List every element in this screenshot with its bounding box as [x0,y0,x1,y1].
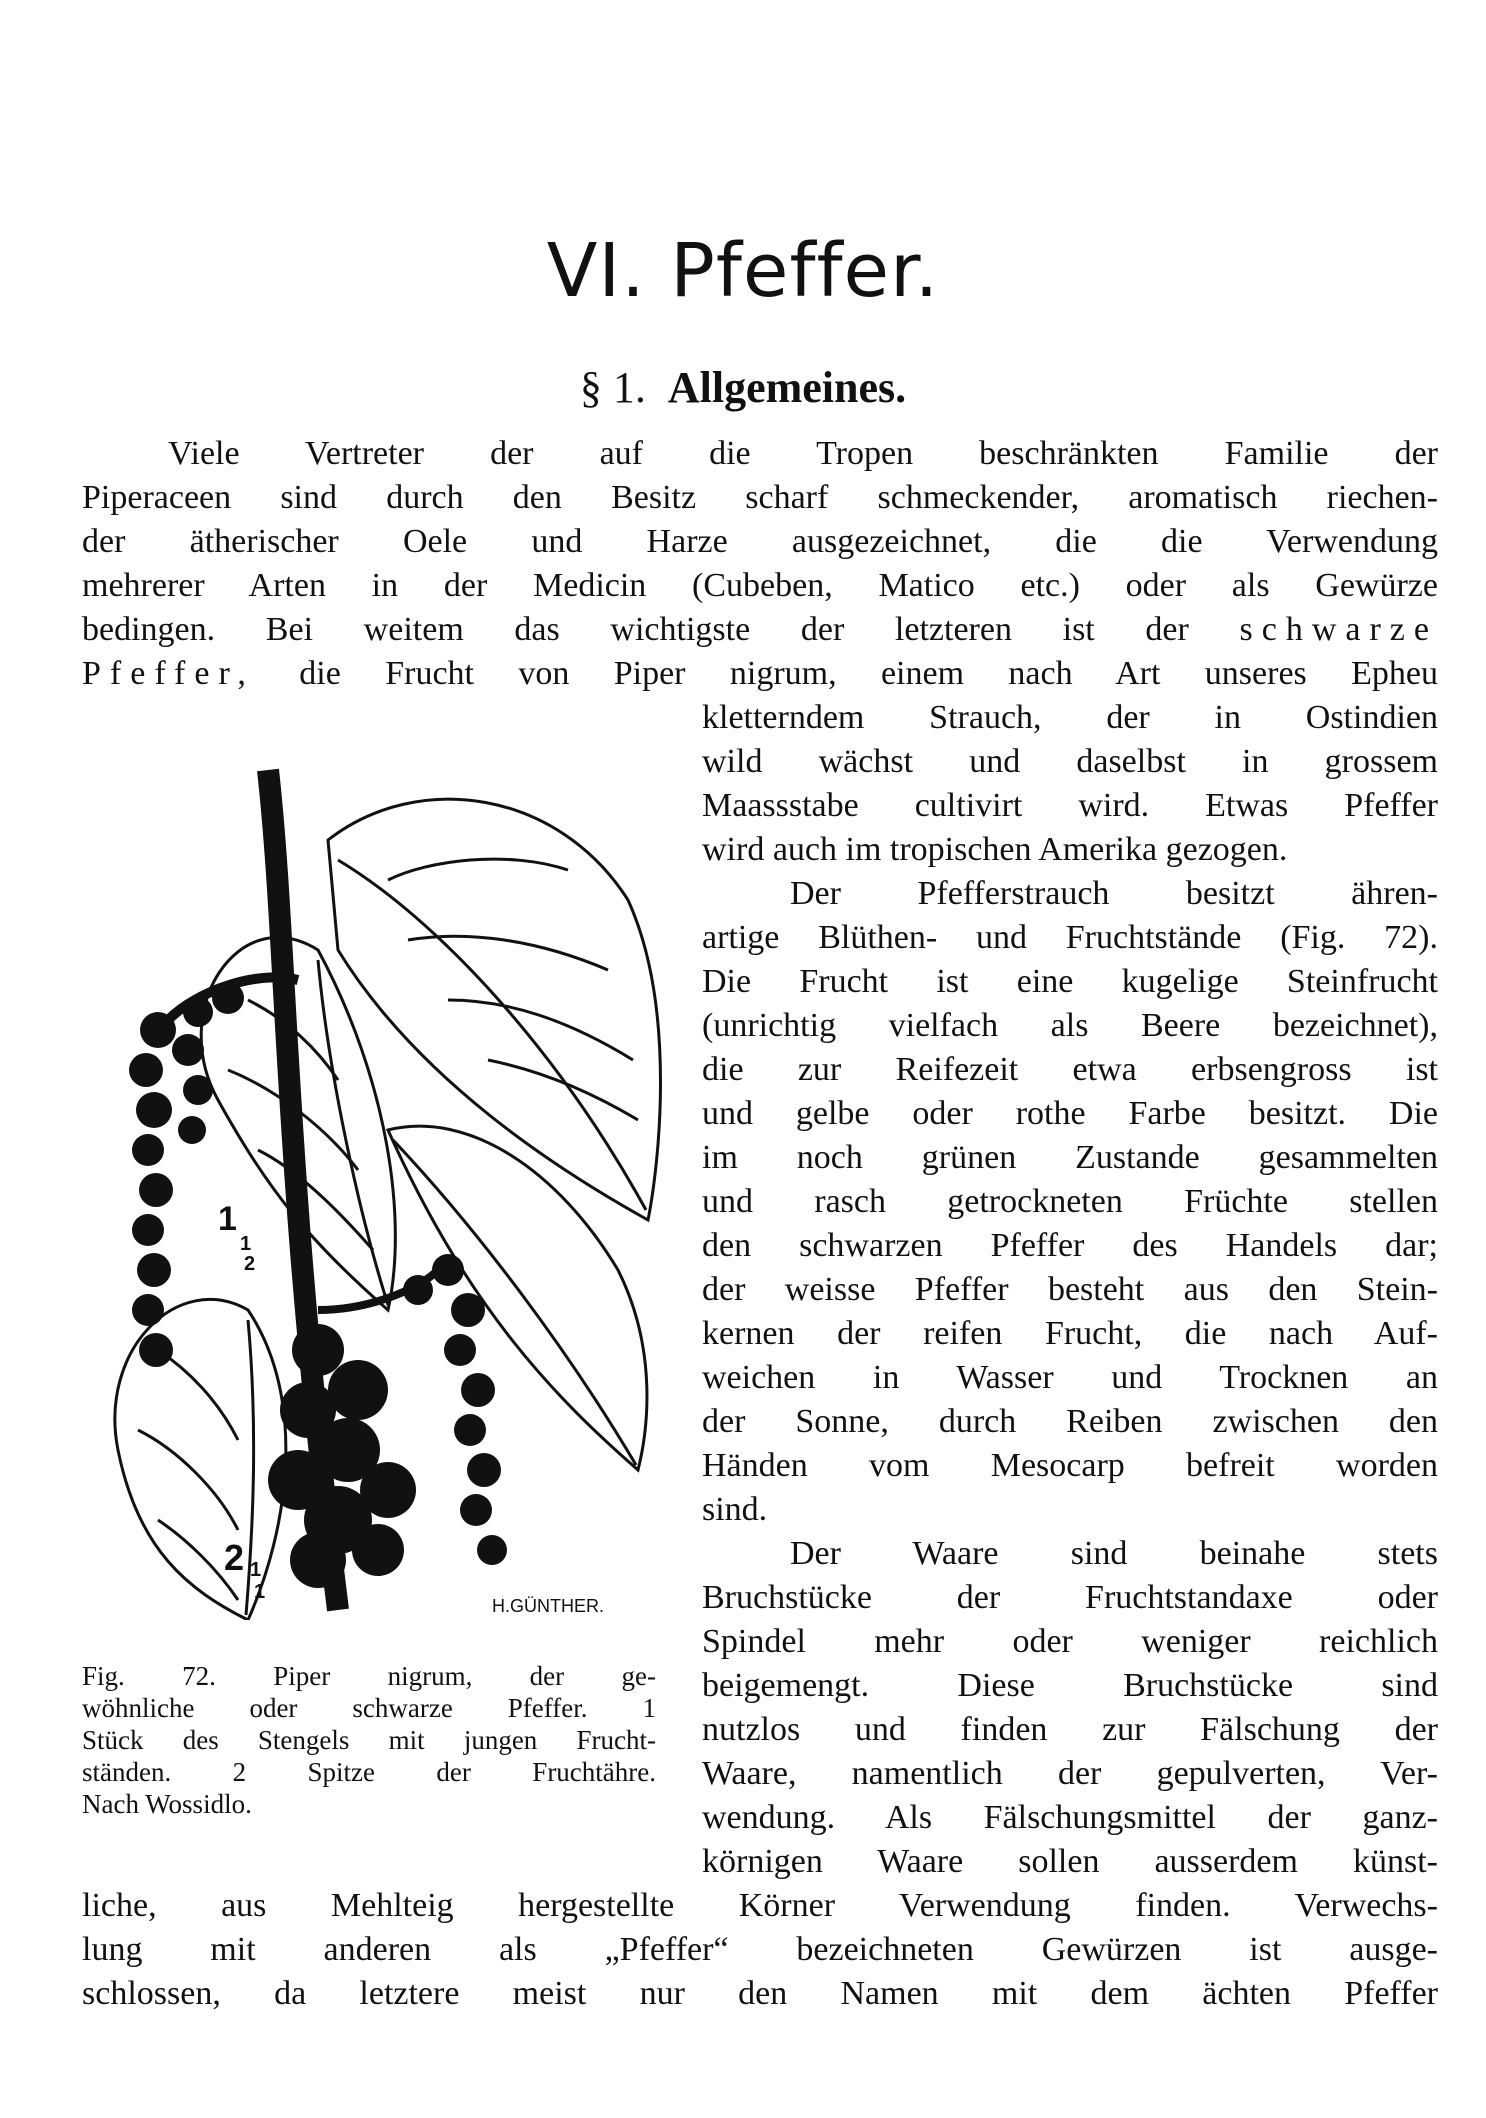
text-line: wird auch im tropischen Amerika gezogen. [702,831,1288,868]
right-leaf-vein [393,1140,636,1465]
lower-leaf-veins [138,1350,238,1600]
text-line: Viele Vertreter der auf die Tropen beschränkten Familie der [168,435,1438,472]
upper-leaf-vein [338,860,646,1210]
text-line: wendung. Als Fälschungsmittel der ganz- [702,1799,1438,1836]
text-line: kletterndem Strauch, der in Ostindien [702,699,1438,736]
text-line: Piperaceen sind durch den Besitz scharf schmeckender, aromatisch riechen- [82,479,1438,516]
text-line: Bruchstücke der Fruchtstandaxe oder [702,1579,1438,1616]
figure-caption-line: Stück des Stengels mit jungen Frucht- [82,1725,656,1755]
text-line: Spindel mehr oder weniger reichlich [702,1623,1438,1660]
text-line: weichen in Wasser und Trocknen an [702,1359,1438,1396]
figure-label-2: 2 [224,1537,245,1578]
text-line: Die Frucht ist eine kugelige Steinfrucht [702,963,1438,1000]
text-line: Der Pfefferstrauch besitzt ähren- [790,875,1438,912]
text-line-with-emphasis [82,652,1438,696]
emphasis-text: schwarze [1239,611,1438,648]
text-line: körnigen Waare sollen ausserdem künst- [702,1843,1438,1880]
chapter-title: VI. Pfeffer. [546,228,940,314]
figure-caption-line: wöhnliche oder schwarze Pfeffer. 1 [82,1693,656,1723]
text-line: artige Blüthen- und Fruchtstände (Fig. 72). [702,919,1438,956]
figure-caption-line: ständen. 2 Spitze der Fruchtähre. [82,1757,656,1787]
figure-label-1: 1 [218,1200,237,1238]
figure-label-2-fraction-top: 1 [250,1559,262,1581]
text-line: Waare, namentlich der gepulverten, Ver- [702,1755,1438,1792]
text-line: wild wächst und daselbst in grossem [702,743,1438,780]
upper-leaf-veins [388,859,638,1120]
text-line: der ätherischer Oele und Harze ausgezeichnet, die die Verwendung [82,523,1438,560]
section-title: Allgemeines. [667,363,907,412]
text-line: der Sonne, durch Reiben zwischen den [702,1403,1438,1440]
fruit-spikes [129,982,507,1588]
text-line: schlossen, da letztere meist nur den Namen mit dem ächten Pfeffer [82,1975,1438,2012]
text-line: liche, aus Mehlteig hergestellte Körner Verwendung finden. Verwechs- [82,1887,1438,1924]
section-number: § 1. [579,363,646,412]
pepper-plant-drawing [88,750,668,1620]
text-line: der weisse Pfeffer besteht aus den Stein- [702,1271,1438,1308]
text-line: (unrichtig vielfach als Beere bezeichnet), [702,1007,1438,1044]
text-line: sind. [702,1491,768,1528]
text-segment: die Frucht von Piper nigrum, einem nach Art unseres Epheu [299,655,1439,692]
text-line: und gelbe oder rothe Farbe besitzt. Die [702,1095,1438,1132]
figure-caption-line: Nach Wossidlo. [82,1789,252,1819]
text-line: nutzlos und finden zur Fälschung der [702,1711,1438,1748]
illustrator-signature: H.GÜNTHER. [492,1596,604,1616]
text-segment: bedingen. Bei weitem das wichtigste der letzteren ist der [82,611,1189,648]
text-line: kernen der reifen Frucht, die nach Auf- [702,1315,1438,1352]
section-heading [0,362,1486,413]
upper-leaf [328,799,661,1220]
text-line: Händen vom Mesocarp befreit worden [702,1447,1438,1484]
emphasis-text: Pfeffer, [82,655,255,692]
text-line: mehrerer Arten in der Medicin (Cubeben, Matico etc.) oder als Gewürze [82,567,1438,604]
figure-caption-line: Fig. 72. Piper nigrum, der ge- [82,1661,656,1691]
pepper-plant-illustration [88,750,668,1620]
figure-label-1-fraction-bottom: 2 [244,1253,256,1275]
text-line: Maassstabe cultivirt wird. Etwas Pfeffer [702,787,1438,824]
text-line: beigemengt. Diese Bruchstücke sind [702,1667,1438,1704]
text-line: lung mit anderen als „Pfeffer“ bezeichneten Gewürzen ist ausge- [82,1931,1438,1968]
text-line: den schwarzen Pfeffer des Handels dar; [702,1227,1438,1264]
text-line-with-emphasis [82,608,1438,652]
text-line: im noch grünen Zustande gesammelten [702,1139,1438,1176]
text-line: und rasch getrockneten Früchte stellen [702,1183,1438,1220]
text-line: die zur Reifezeit etwa erbsengross ist [702,1051,1438,1088]
figure-label-2-fraction-bottom: 1 [254,1581,266,1603]
text-line: Der Waare sind beinahe stets [790,1535,1438,1572]
figure-label-1-fraction-top: 1 [240,1233,252,1255]
